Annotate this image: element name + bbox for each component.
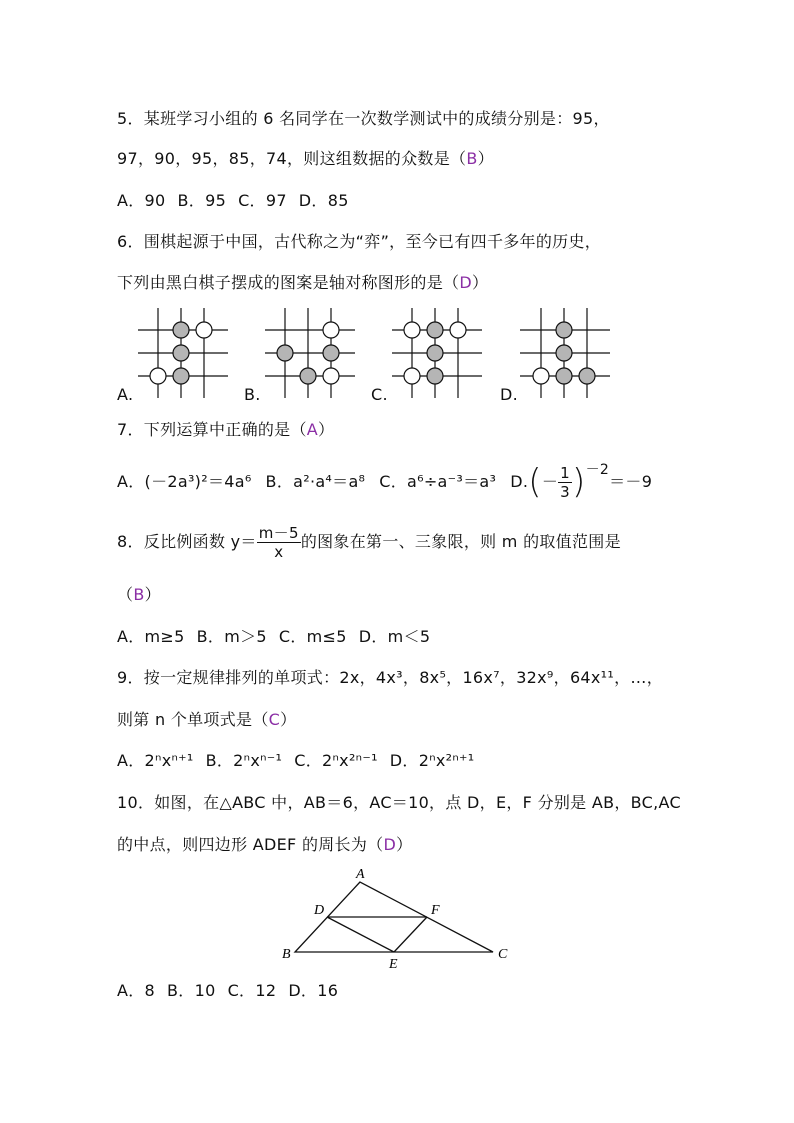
q5-stem: 97，90，95，85，74，则这组数据的众数是（ [117,149,467,168]
q10-stem: 的中点，则四边形 ADEF 的周长为（ [117,835,384,854]
q5-options [117,190,361,212]
q7-option-b: B．a²·a⁴＝a⁸ [265,472,366,491]
point-label-b: B [282,947,291,962]
stone-white [323,368,339,384]
stone-grey [173,368,189,384]
q8-answer: B [133,585,145,604]
q6-line1: 6．围棋起源于中国，古代称之为“弈”，至今已有四千多年的历史， [117,232,602,251]
q9-option-b: B．2ⁿxⁿ⁻¹ [205,751,283,770]
point-label-a: A [356,867,365,882]
pattern-label-c: C. [371,385,388,404]
q8-line1 [117,520,621,564]
point-label-f: F [431,903,440,918]
q6-close: ） [471,273,489,292]
stone-white [150,368,166,384]
stone-white [533,368,549,384]
stone-white [404,368,420,384]
q9-option-d: D．2ⁿx²ⁿ⁺¹ [389,751,475,770]
q5-option-a: A．90 [117,191,166,210]
q8-frac-den: x [274,542,284,561]
q9-option-c: C．2ⁿx²ⁿ⁻¹ [294,751,378,770]
q8-answer-line [117,584,161,606]
q9-stem: 则第 n 个单项式是（ [117,710,269,729]
q6-line2 [117,272,488,294]
segment-de [327,917,394,952]
q7-option-d-fraction [558,464,572,501]
q10-option-a: A．8 [117,981,156,1000]
q8-option-c: C．m≤5 [278,627,347,646]
go-patterns-figure [110,300,630,408]
q8-close: ） [144,585,161,604]
q6-stem: 下列由黑白棋子摆成的图案是轴对称图形的是（ [117,273,460,292]
stone-grey [277,345,293,361]
stone-white [450,322,466,338]
pattern-label-a: A. [117,385,134,404]
q9-options [117,750,487,772]
q6-answer: D [459,273,472,292]
q10-option-d: D．16 [288,981,339,1000]
pattern-label-b: B. [244,385,261,404]
q5-close: ） [477,149,494,168]
q7-options [117,460,652,504]
point-label-c: C [498,947,508,962]
q10-options [117,980,350,1002]
q9-option-a: A．2ⁿxⁿ⁺¹ [117,751,194,770]
stone-grey [173,322,189,338]
q7-option-d-prefix: D. [510,472,529,491]
segment-ef [394,917,427,952]
q9-close: ） [280,710,297,729]
q10-answer: D [383,835,397,854]
q7-answer: A [306,420,319,439]
q8-open: （ [117,585,134,604]
q5-option-d: D．85 [298,191,349,210]
stone-grey [556,368,572,384]
q7-option-d-denominator: 3 [560,482,570,501]
point-label-e: E [389,957,398,972]
stone-grey [427,322,443,338]
q7-option-a: A．(－2a³)²＝4a⁶ [117,472,252,491]
q5-option-b: B．95 [177,191,227,210]
q8-suffix: 的图象在第一、三象限，则 m 的取值范围是 [300,532,621,551]
stone-grey [427,368,443,384]
q10-option-b: B．10 [167,981,216,1000]
q5-answer: B [466,149,478,168]
stone-white [196,322,212,338]
q8-option-b: B．m＞5 [196,627,267,646]
q8-option-a: A．m≥5 [117,627,185,646]
stone-grey [300,368,316,384]
stone-grey [556,345,572,361]
q7-stem: 7．下列运算中正确的是（ [117,420,307,439]
q7-option-c: C．a⁶÷a⁻³＝a³ [379,472,497,491]
stone-grey [173,345,189,361]
q5-line2 [117,148,494,170]
q10-line2 [117,834,412,856]
q7-stem-line [117,419,334,441]
q7-option-d-suffix: ＝－9 [609,472,653,491]
q9-line2 [117,709,296,731]
q10-line1: 10．如图，在△ABC 中，AB＝6，AC＝10，点 D，E，F 分别是 AB，BC,AC [117,793,681,812]
q5-line1: 5．某班学习小组的 6 名同学在一次数学测试中的成绩分别是：95， [117,109,610,128]
stone-grey [427,345,443,361]
q7-close: ） [318,420,335,439]
q8-options [117,626,442,648]
pattern-label-d: D. [500,385,519,404]
triangle-figure [270,860,530,975]
stone-white [404,322,420,338]
q9-line1: 9．按一定规律排列的单项式：2x，4x³，8x⁵，16x⁷，32x⁹，64x¹¹，…， [117,668,663,687]
q8-fraction [257,524,301,561]
q5-option-c: C．97 [238,191,287,210]
q10-close: ） [396,835,413,854]
q7-option-d-numerator: 1 [560,463,570,482]
q9-answer: C [268,710,281,729]
q10-option-c: C．12 [227,981,277,1000]
q8-option-d: D．m＜5 [358,627,431,646]
q8-frac-num: m－5 [258,523,299,542]
stone-grey [579,368,595,384]
stone-grey [556,322,572,338]
q8-prefix: 8．反比例函数 y＝ [117,532,257,551]
point-label-d: D [314,903,325,918]
stone-grey [323,345,339,361]
stone-white [323,322,339,338]
q7-option-d: D. ( － $\frac{1}{3}$ ) －2 ＝－9 [510,462,653,502]
